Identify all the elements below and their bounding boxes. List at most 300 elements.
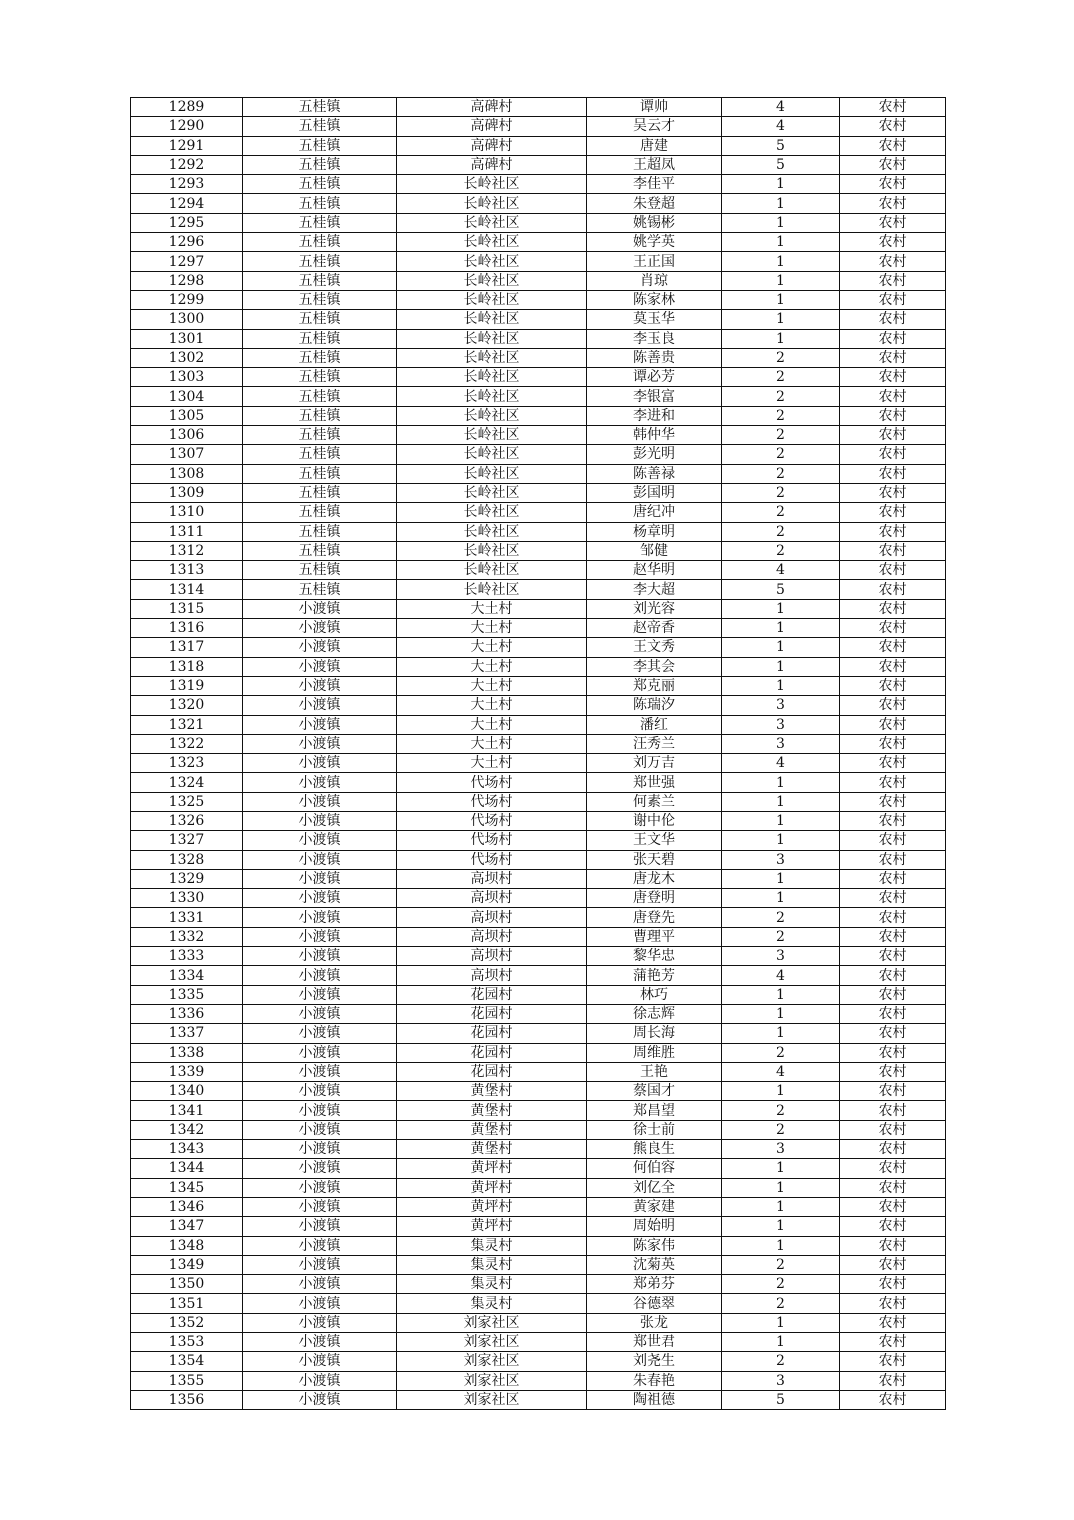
town-cell: 五桂镇: [243, 406, 397, 425]
table-row: [131, 252, 946, 271]
serial-number-cell: 1347: [131, 1217, 243, 1236]
table-row: [131, 850, 946, 869]
town-cell: 小渡镇: [243, 1371, 397, 1390]
village-cell: 黄堡村: [397, 1140, 587, 1159]
name-cell: 黎华忠: [587, 947, 722, 966]
category-cell: 农村: [840, 599, 946, 618]
town-cell: 五桂镇: [243, 329, 397, 348]
name-cell: 何伯容: [587, 1159, 722, 1178]
village-cell: 黄坪村: [397, 1197, 587, 1216]
table-row: [131, 1275, 946, 1294]
town-cell: 五桂镇: [243, 445, 397, 464]
town-cell: 小渡镇: [243, 1004, 397, 1023]
category-cell: 农村: [840, 1390, 946, 1409]
count-cell: 3: [722, 1140, 840, 1159]
town-cell: 五桂镇: [243, 290, 397, 309]
serial-number-cell: 1340: [131, 1082, 243, 1101]
town-cell: 小渡镇: [243, 850, 397, 869]
village-cell: 长岭社区: [397, 387, 587, 406]
serial-number-cell: 1303: [131, 368, 243, 387]
count-cell: 1: [722, 619, 840, 638]
table-row: [131, 638, 946, 657]
name-cell: 吴云才: [587, 117, 722, 136]
category-cell: 农村: [840, 580, 946, 599]
category-cell: 农村: [840, 947, 946, 966]
name-cell: 朱春艳: [587, 1371, 722, 1390]
table-row: [131, 985, 946, 1004]
count-cell: 2: [722, 1275, 840, 1294]
village-cell: 大土村: [397, 754, 587, 773]
serial-number-cell: 1326: [131, 811, 243, 830]
village-cell: 长岭社区: [397, 483, 587, 502]
town-cell: 五桂镇: [243, 426, 397, 445]
count-cell: 1: [722, 1313, 840, 1332]
village-cell: 花园村: [397, 985, 587, 1004]
category-cell: 农村: [840, 1120, 946, 1139]
town-cell: 五桂镇: [243, 175, 397, 194]
village-cell: 长岭社区: [397, 271, 587, 290]
town-cell: 小渡镇: [243, 619, 397, 638]
table-row: [131, 1390, 946, 1409]
count-cell: 3: [722, 715, 840, 734]
name-cell: 郑世君: [587, 1333, 722, 1352]
table-row: [131, 1024, 946, 1043]
category-cell: 农村: [840, 368, 946, 387]
serial-number-cell: 1334: [131, 966, 243, 985]
category-cell: 农村: [840, 773, 946, 792]
category-cell: 农村: [840, 1140, 946, 1159]
category-cell: 农村: [840, 1313, 946, 1332]
serial-number-cell: 1309: [131, 483, 243, 502]
category-cell: 农村: [840, 696, 946, 715]
serial-number-cell: 1336: [131, 1004, 243, 1023]
count-cell: 1: [722, 329, 840, 348]
town-cell: 五桂镇: [243, 561, 397, 580]
table-row: [131, 445, 946, 464]
table-row: [131, 136, 946, 155]
serial-number-cell: 1327: [131, 831, 243, 850]
serial-number-cell: 1329: [131, 869, 243, 888]
category-cell: 农村: [840, 1004, 946, 1023]
name-cell: 李进和: [587, 406, 722, 425]
count-cell: 3: [722, 696, 840, 715]
category-cell: 农村: [840, 869, 946, 888]
count-cell: 1: [722, 1159, 840, 1178]
table-row: [131, 947, 946, 966]
table-row: [131, 1101, 946, 1120]
serial-number-cell: 1292: [131, 155, 243, 174]
village-cell: 大土村: [397, 734, 587, 753]
serial-number-cell: 1320: [131, 696, 243, 715]
village-cell: 黄堡村: [397, 1101, 587, 1120]
table-row: [131, 676, 946, 695]
town-cell: 小渡镇: [243, 599, 397, 618]
table-row: [131, 290, 946, 309]
town-cell: 小渡镇: [243, 657, 397, 676]
count-cell: 1: [722, 1217, 840, 1236]
table-row: [131, 426, 946, 445]
town-cell: 小渡镇: [243, 1275, 397, 1294]
name-cell: 陈善贵: [587, 348, 722, 367]
name-cell: 蔡国才: [587, 1082, 722, 1101]
village-cell: 大土村: [397, 696, 587, 715]
village-cell: 长岭社区: [397, 503, 587, 522]
table-row: [131, 869, 946, 888]
name-cell: 潘红: [587, 715, 722, 734]
town-cell: 五桂镇: [243, 117, 397, 136]
table-row: [131, 117, 946, 136]
name-cell: 李玉良: [587, 329, 722, 348]
town-cell: 小渡镇: [243, 1294, 397, 1313]
town-cell: 五桂镇: [243, 483, 397, 502]
count-cell: 2: [722, 348, 840, 367]
town-cell: 小渡镇: [243, 908, 397, 927]
name-cell: 赵帝香: [587, 619, 722, 638]
count-cell: 1: [722, 638, 840, 657]
table-row: [131, 1217, 946, 1236]
serial-number-cell: 1332: [131, 927, 243, 946]
serial-number-cell: 1338: [131, 1043, 243, 1062]
category-cell: 农村: [840, 194, 946, 213]
count-cell: 3: [722, 1371, 840, 1390]
name-cell: 林巧: [587, 985, 722, 1004]
town-cell: 小渡镇: [243, 754, 397, 773]
count-cell: 1: [722, 1236, 840, 1255]
name-cell: 郑世强: [587, 773, 722, 792]
town-cell: 小渡镇: [243, 889, 397, 908]
category-cell: 农村: [840, 1352, 946, 1371]
category-cell: 农村: [840, 445, 946, 464]
category-cell: 农村: [840, 387, 946, 406]
village-cell: 代场村: [397, 850, 587, 869]
village-cell: 长岭社区: [397, 194, 587, 213]
table-row: [131, 580, 946, 599]
count-cell: 2: [722, 908, 840, 927]
count-cell: 5: [722, 155, 840, 174]
category-cell: 农村: [840, 792, 946, 811]
count-cell: 2: [722, 927, 840, 946]
serial-number-cell: 1344: [131, 1159, 243, 1178]
category-cell: 农村: [840, 252, 946, 271]
town-cell: 小渡镇: [243, 1197, 397, 1216]
table-row: [131, 773, 946, 792]
table-row: [131, 889, 946, 908]
category-cell: 农村: [840, 522, 946, 541]
category-cell: 农村: [840, 1082, 946, 1101]
category-cell: 农村: [840, 117, 946, 136]
town-cell: 五桂镇: [243, 233, 397, 252]
count-cell: 1: [722, 773, 840, 792]
serial-number-cell: 1316: [131, 619, 243, 638]
count-cell: 3: [722, 734, 840, 753]
name-cell: 彭光明: [587, 445, 722, 464]
table-row: [131, 1313, 946, 1332]
serial-number-cell: 1299: [131, 290, 243, 309]
serial-number-cell: 1305: [131, 406, 243, 425]
village-cell: 刘家社区: [397, 1371, 587, 1390]
count-cell: 1: [722, 985, 840, 1004]
category-cell: 农村: [840, 1101, 946, 1120]
serial-number-cell: 1308: [131, 464, 243, 483]
count-cell: 1: [722, 1178, 840, 1197]
village-cell: 大土村: [397, 599, 587, 618]
name-cell: 张天碧: [587, 850, 722, 869]
serial-number-cell: 1289: [131, 98, 243, 117]
table-row: [131, 561, 946, 580]
serial-number-cell: 1311: [131, 522, 243, 541]
name-cell: 朱登超: [587, 194, 722, 213]
category-cell: 农村: [840, 811, 946, 830]
name-cell: 赵华明: [587, 561, 722, 580]
table-row: [131, 271, 946, 290]
table-row: [131, 483, 946, 502]
name-cell: 徐志辉: [587, 1004, 722, 1023]
name-cell: 刘尧生: [587, 1352, 722, 1371]
village-cell: 黄坪村: [397, 1178, 587, 1197]
serial-number-cell: 1295: [131, 213, 243, 232]
name-cell: 周长海: [587, 1024, 722, 1043]
count-cell: 4: [722, 117, 840, 136]
name-cell: 郑弟芬: [587, 1275, 722, 1294]
village-cell: 刘家社区: [397, 1390, 587, 1409]
village-cell: 大土村: [397, 715, 587, 734]
name-cell: 王正国: [587, 252, 722, 271]
name-cell: 李佳平: [587, 175, 722, 194]
name-cell: 姚锡彬: [587, 213, 722, 232]
category-cell: 农村: [840, 1255, 946, 1274]
serial-number-cell: 1312: [131, 541, 243, 560]
serial-number-cell: 1354: [131, 1352, 243, 1371]
village-cell: 大土村: [397, 657, 587, 676]
count-cell: 1: [722, 175, 840, 194]
category-cell: 农村: [840, 1371, 946, 1390]
name-cell: 郑克丽: [587, 676, 722, 695]
table-row: [131, 541, 946, 560]
count-cell: 2: [722, 1101, 840, 1120]
village-cell: 大土村: [397, 638, 587, 657]
village-cell: 花园村: [397, 1062, 587, 1081]
serial-number-cell: 1306: [131, 426, 243, 445]
village-cell: 代场村: [397, 831, 587, 850]
serial-number-cell: 1302: [131, 348, 243, 367]
count-cell: 2: [722, 464, 840, 483]
category-cell: 农村: [840, 657, 946, 676]
village-cell: 长岭社区: [397, 213, 587, 232]
town-cell: 小渡镇: [243, 638, 397, 657]
town-cell: 五桂镇: [243, 271, 397, 290]
town-cell: 小渡镇: [243, 831, 397, 850]
table-row: [131, 1178, 946, 1197]
count-cell: 2: [722, 1352, 840, 1371]
name-cell: 王文华: [587, 831, 722, 850]
town-cell: 小渡镇: [243, 792, 397, 811]
table-row: [131, 1043, 946, 1062]
serial-number-cell: 1346: [131, 1197, 243, 1216]
name-cell: 周维胜: [587, 1043, 722, 1062]
town-cell: 五桂镇: [243, 310, 397, 329]
serial-number-cell: 1341: [131, 1101, 243, 1120]
serial-number-cell: 1343: [131, 1140, 243, 1159]
town-cell: 小渡镇: [243, 1217, 397, 1236]
category-cell: 农村: [840, 561, 946, 580]
village-cell: 高碑村: [397, 155, 587, 174]
village-cell: 高碑村: [397, 117, 587, 136]
town-cell: 小渡镇: [243, 676, 397, 695]
name-cell: 郑昌望: [587, 1101, 722, 1120]
village-cell: 长岭社区: [397, 175, 587, 194]
table-row: [131, 966, 946, 985]
name-cell: 王超凤: [587, 155, 722, 174]
count-cell: 2: [722, 1043, 840, 1062]
name-cell: 韩仲华: [587, 426, 722, 445]
category-cell: 农村: [840, 175, 946, 194]
serial-number-cell: 1348: [131, 1236, 243, 1255]
table-row: [131, 1236, 946, 1255]
category-cell: 农村: [840, 966, 946, 985]
name-cell: 刘万吉: [587, 754, 722, 773]
name-cell: 谭必芳: [587, 368, 722, 387]
town-cell: 五桂镇: [243, 368, 397, 387]
serial-number-cell: 1324: [131, 773, 243, 792]
count-cell: 1: [722, 811, 840, 830]
table-row: [131, 831, 946, 850]
category-cell: 农村: [840, 1236, 946, 1255]
table-row: [131, 503, 946, 522]
table-row: [131, 696, 946, 715]
serial-number-cell: 1304: [131, 387, 243, 406]
category-cell: 农村: [840, 715, 946, 734]
table-row: [131, 329, 946, 348]
category-cell: 农村: [840, 754, 946, 773]
count-cell: 4: [722, 98, 840, 117]
village-cell: 集灵村: [397, 1275, 587, 1294]
town-cell: 小渡镇: [243, 1024, 397, 1043]
town-cell: 五桂镇: [243, 580, 397, 599]
name-cell: 肖琼: [587, 271, 722, 290]
village-cell: 集灵村: [397, 1236, 587, 1255]
roster-table-body: [131, 98, 946, 1410]
village-cell: 长岭社区: [397, 445, 587, 464]
name-cell: 唐登先: [587, 908, 722, 927]
count-cell: 1: [722, 889, 840, 908]
serial-number-cell: 1323: [131, 754, 243, 773]
category-cell: 农村: [840, 483, 946, 502]
village-cell: 黄坪村: [397, 1159, 587, 1178]
category-cell: 农村: [840, 927, 946, 946]
serial-number-cell: 1333: [131, 947, 243, 966]
name-cell: 黄家建: [587, 1197, 722, 1216]
serial-number-cell: 1337: [131, 1024, 243, 1043]
table-row: [131, 1294, 946, 1313]
category-cell: 农村: [840, 619, 946, 638]
name-cell: 熊良生: [587, 1140, 722, 1159]
count-cell: 1: [722, 599, 840, 618]
town-cell: 小渡镇: [243, 1082, 397, 1101]
serial-number-cell: 1297: [131, 252, 243, 271]
count-cell: 2: [722, 406, 840, 425]
category-cell: 农村: [840, 426, 946, 445]
serial-number-cell: 1318: [131, 657, 243, 676]
count-cell: 1: [722, 213, 840, 232]
count-cell: 4: [722, 966, 840, 985]
count-cell: 1: [722, 233, 840, 252]
name-cell: 陈家林: [587, 290, 722, 309]
name-cell: 陈善禄: [587, 464, 722, 483]
table-row: [131, 406, 946, 425]
table-row: [131, 233, 946, 252]
category-cell: 农村: [840, 464, 946, 483]
table-row: [131, 1352, 946, 1371]
table-row: [131, 1197, 946, 1216]
serial-number-cell: 1300: [131, 310, 243, 329]
town-cell: 小渡镇: [243, 1140, 397, 1159]
serial-number-cell: 1350: [131, 1275, 243, 1294]
town-cell: 五桂镇: [243, 155, 397, 174]
name-cell: 周始明: [587, 1217, 722, 1236]
category-cell: 农村: [840, 1275, 946, 1294]
count-cell: 1: [722, 1024, 840, 1043]
category-cell: 农村: [840, 155, 946, 174]
name-cell: 唐龙木: [587, 869, 722, 888]
village-cell: 黄坪村: [397, 1217, 587, 1236]
count-cell: 2: [722, 1294, 840, 1313]
table-row: [131, 908, 946, 927]
village-cell: 长岭社区: [397, 426, 587, 445]
village-cell: 长岭社区: [397, 329, 587, 348]
serial-number-cell: 1296: [131, 233, 243, 252]
town-cell: 五桂镇: [243, 348, 397, 367]
village-cell: 长岭社区: [397, 464, 587, 483]
table-row: [131, 734, 946, 753]
table-row: [131, 1120, 946, 1139]
category-cell: 农村: [840, 831, 946, 850]
town-cell: 小渡镇: [243, 947, 397, 966]
category-cell: 农村: [840, 1197, 946, 1216]
category-cell: 农村: [840, 1159, 946, 1178]
village-cell: 刘家社区: [397, 1333, 587, 1352]
count-cell: 2: [722, 1255, 840, 1274]
village-cell: 长岭社区: [397, 252, 587, 271]
village-cell: 长岭社区: [397, 406, 587, 425]
name-cell: 王艳: [587, 1062, 722, 1081]
name-cell: 杨章明: [587, 522, 722, 541]
serial-number-cell: 1314: [131, 580, 243, 599]
count-cell: 4: [722, 754, 840, 773]
table-row: [131, 715, 946, 734]
village-cell: 高坝村: [397, 869, 587, 888]
town-cell: 五桂镇: [243, 252, 397, 271]
name-cell: 李大超: [587, 580, 722, 599]
count-cell: 3: [722, 947, 840, 966]
serial-number-cell: 1355: [131, 1371, 243, 1390]
serial-number-cell: 1321: [131, 715, 243, 734]
town-cell: 五桂镇: [243, 503, 397, 522]
category-cell: 农村: [840, 1043, 946, 1062]
town-cell: 五桂镇: [243, 98, 397, 117]
town-cell: 小渡镇: [243, 1390, 397, 1409]
town-cell: 小渡镇: [243, 1120, 397, 1139]
category-cell: 农村: [840, 889, 946, 908]
serial-number-cell: 1325: [131, 792, 243, 811]
serial-number-cell: 1301: [131, 329, 243, 348]
count-cell: 1: [722, 194, 840, 213]
name-cell: 谷德翠: [587, 1294, 722, 1313]
village-cell: 集灵村: [397, 1294, 587, 1313]
table-row: [131, 1062, 946, 1081]
count-cell: 2: [722, 387, 840, 406]
name-cell: 刘亿全: [587, 1178, 722, 1197]
name-cell: 谢中伦: [587, 811, 722, 830]
